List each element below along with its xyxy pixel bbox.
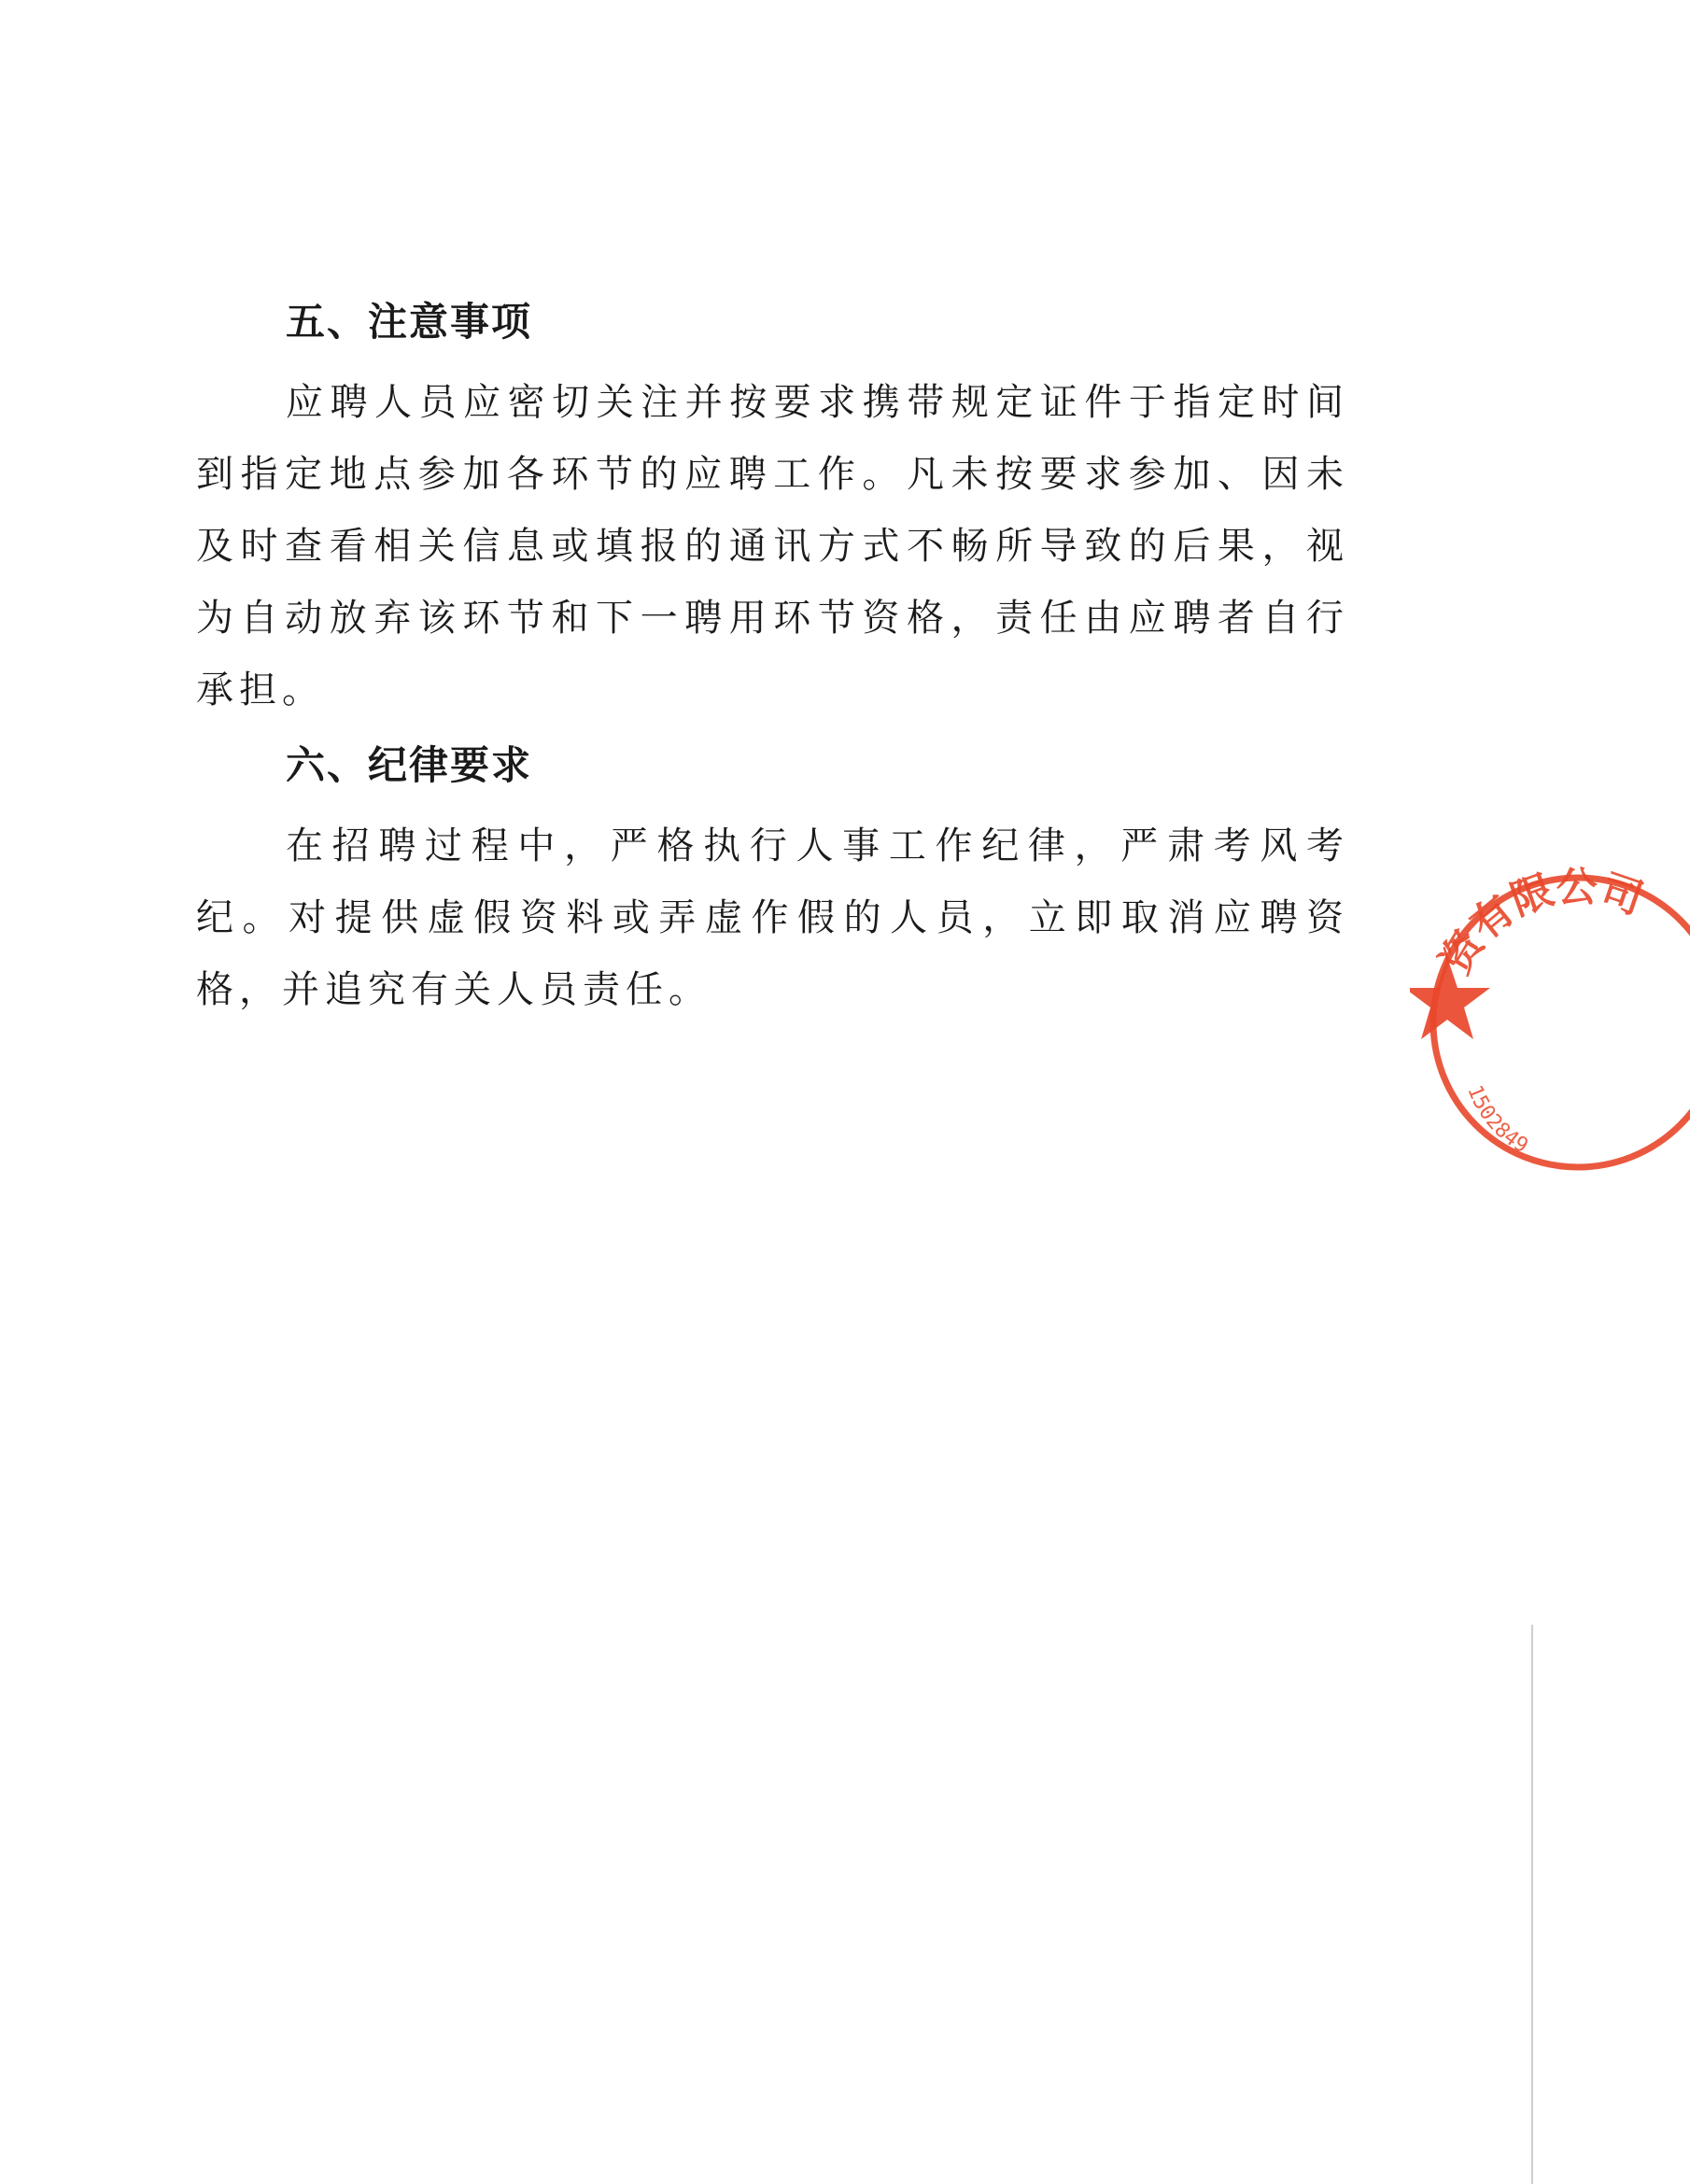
document-body (196, 294, 1349, 1037)
scan-edge-line (1531, 1625, 1533, 2184)
company-seal (1410, 854, 1649, 1191)
section-paragraph-discipline: 在招聘过程中，严格执行人事工作纪律，严肃考风考纪。对提供虚假资料或弄虚作假的人员，立即取消应聘资格，并追究有关人员责任。 (196, 824, 1349, 1011)
seal-number: 1502849 (1462, 1081, 1532, 1159)
section-heading-notes: 五、注意事项 (286, 299, 533, 345)
section-notes (196, 294, 1349, 726)
seal-graphic (1410, 854, 1690, 1191)
section-paragraph-notes: 应聘人员应密切关注并按要求携带规定证件于指定时间到指定地点参加各环节的应聘工作。凡未按要求参加、因未及时查看相关信息或填报的通讯方式不畅所导致的后果，视为自动放弃该环节和下一聘用环节资格，责任由应聘者自行承担。 (196, 381, 1349, 712)
seal-text: 资有限公司 (1431, 863, 1649, 982)
section-heading-discipline: 六、纪律要求 (286, 742, 533, 788)
section-discipline (196, 738, 1349, 1026)
